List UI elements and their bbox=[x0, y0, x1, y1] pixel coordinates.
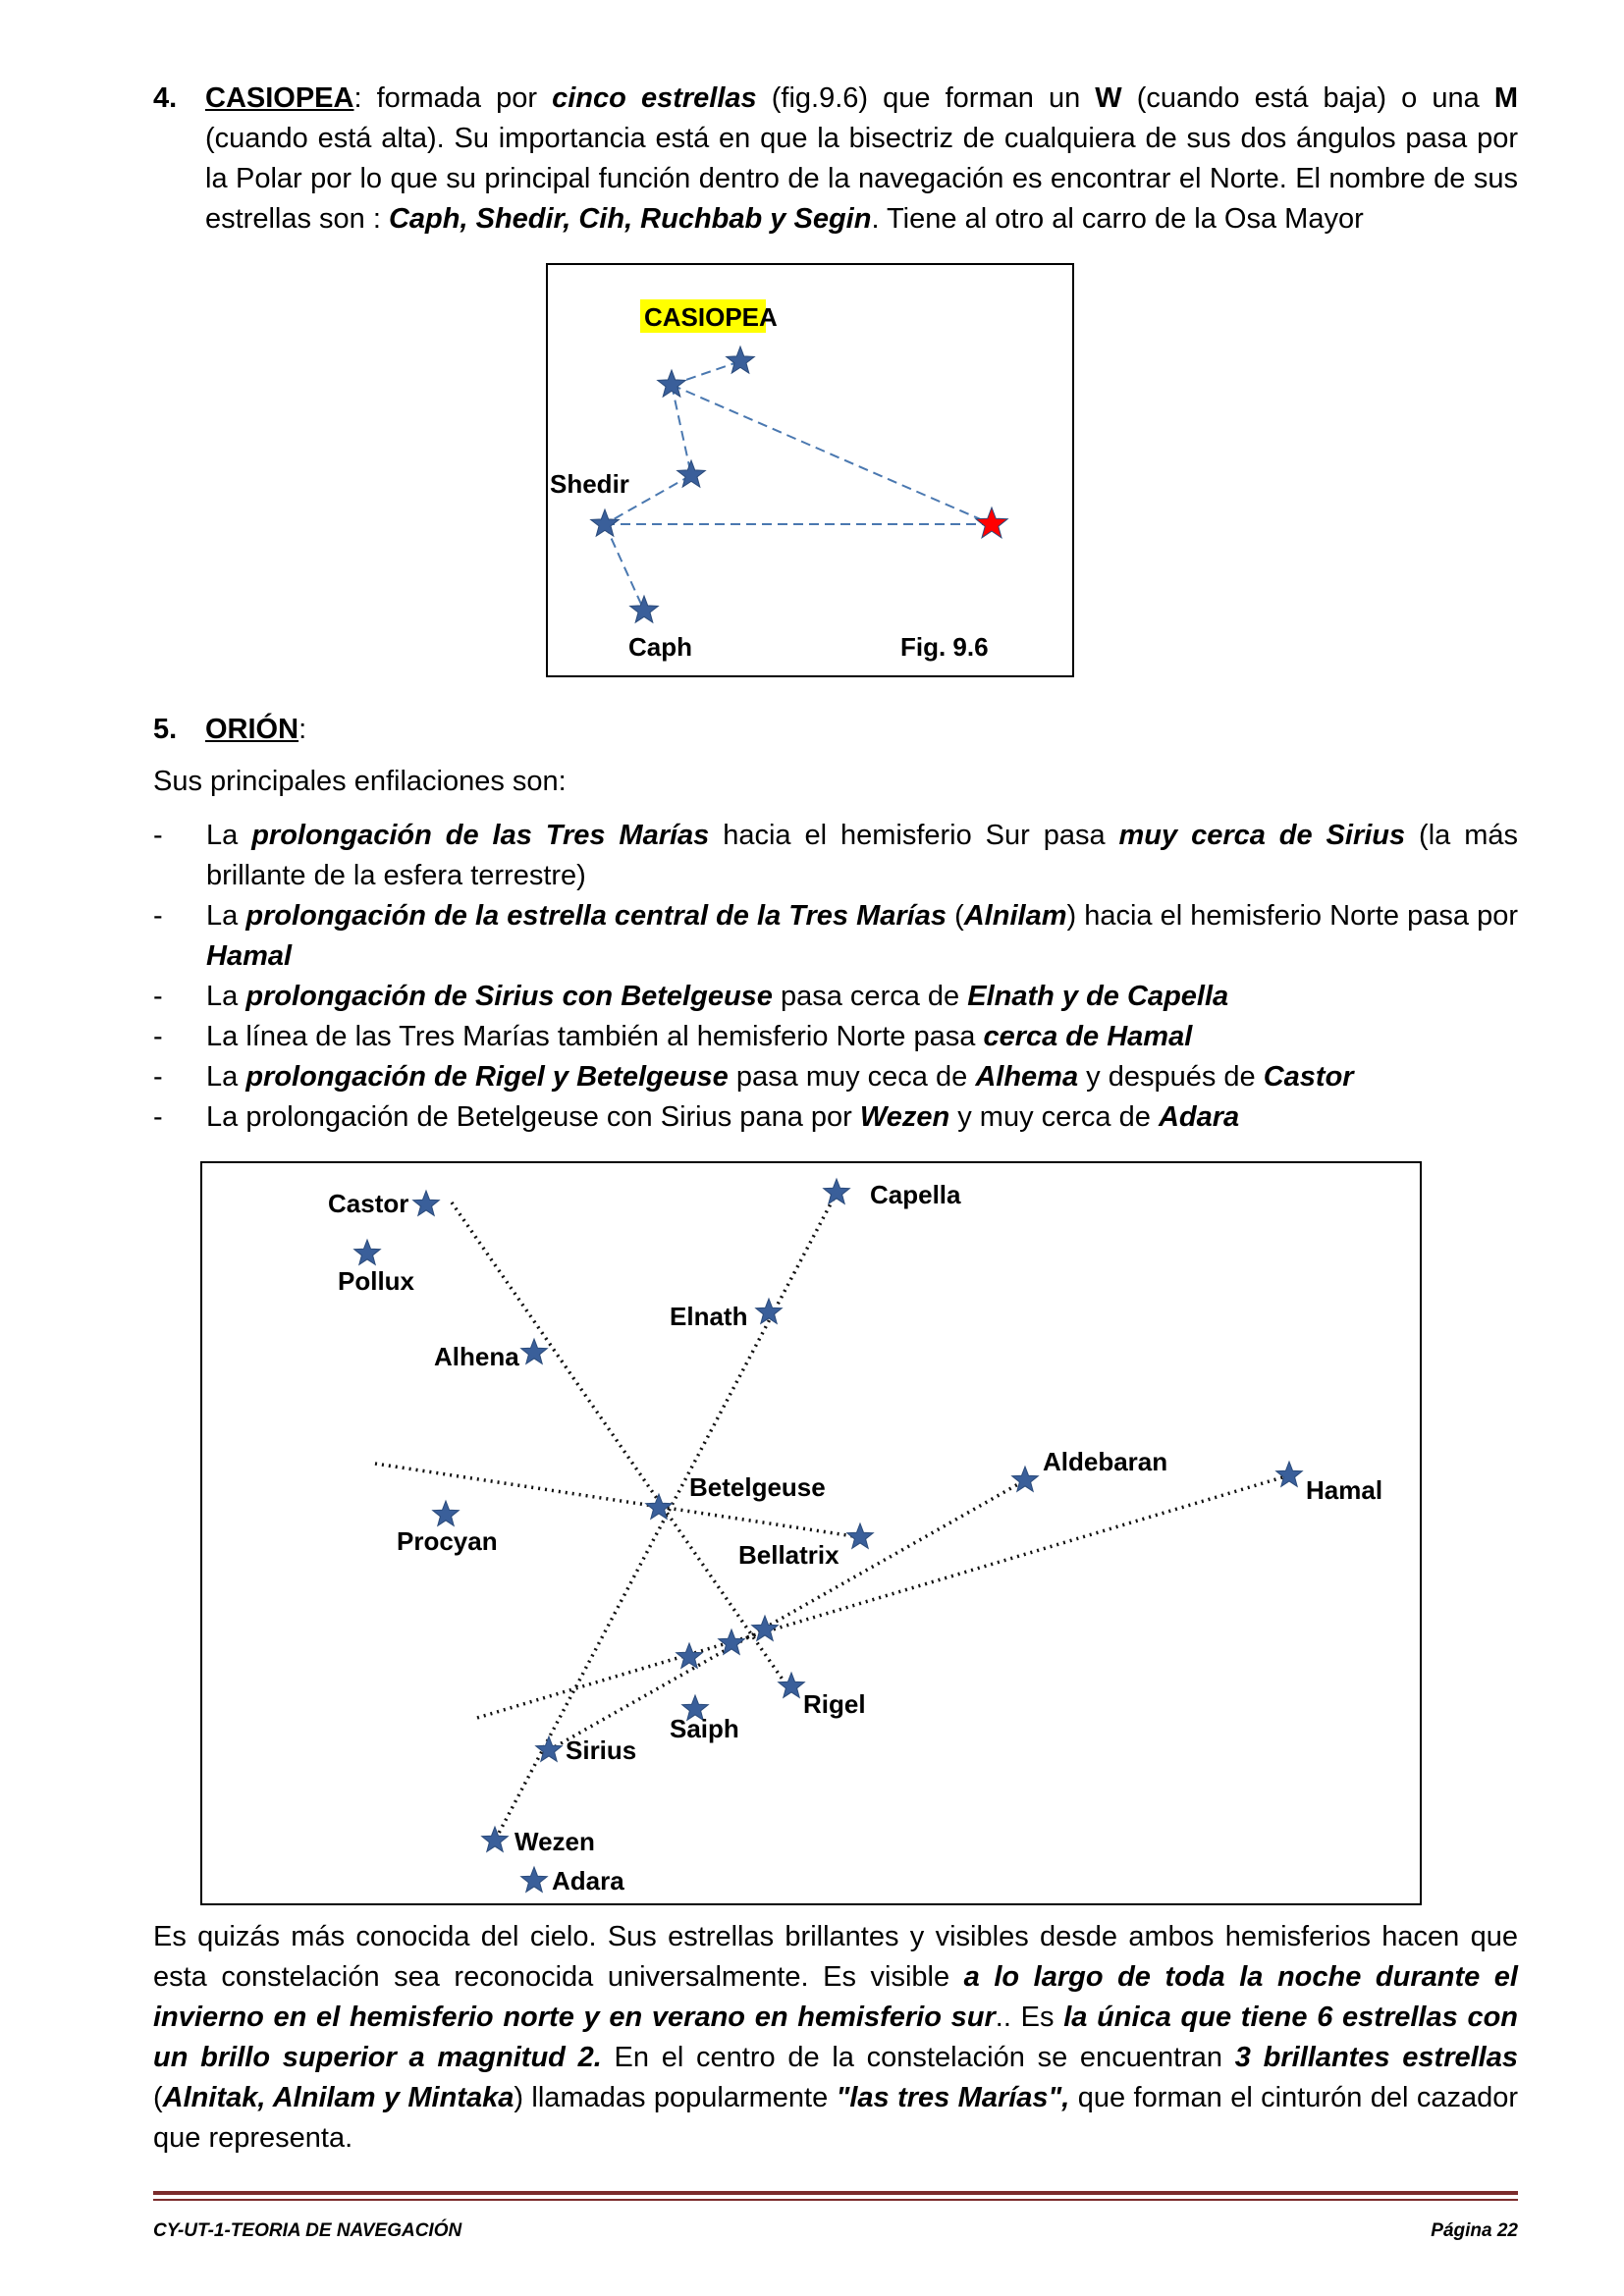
section-5-number: 5. bbox=[153, 714, 178, 745]
text-run: Adara bbox=[1158, 1101, 1240, 1133]
star-icon bbox=[1276, 1462, 1303, 1486]
star-icon bbox=[847, 1523, 874, 1548]
text-run: Wezen bbox=[859, 1101, 950, 1133]
list-item-text bbox=[206, 816, 1518, 896]
footer-rule bbox=[153, 2191, 1518, 2205]
text-run: cerca de Hamal bbox=[983, 1021, 1193, 1052]
text-run: Alnitak, Alnilam y Mintaka bbox=[162, 2082, 514, 2113]
list-item-text bbox=[206, 1017, 1518, 1057]
text-run: : formada por bbox=[353, 82, 553, 114]
text-run: La prolongación de Betelgeuse con Sirius pana por bbox=[206, 1101, 860, 1133]
label-caph: Caph bbox=[628, 632, 692, 662]
star-icon bbox=[591, 509, 620, 536]
label-alhena: Alhena bbox=[434, 1342, 519, 1371]
section-4-title: CASIOPEA bbox=[205, 82, 354, 114]
text-run: y después de bbox=[1078, 1061, 1264, 1093]
text-run: Elnath y de Capella bbox=[967, 981, 1229, 1012]
orion-lines bbox=[375, 1193, 1289, 1841]
casiopea-title: CASIOPEA bbox=[644, 302, 778, 332]
text-run: que forman el cinturón del cazador que representa. bbox=[153, 2082, 1518, 2154]
label-aldebaran: Aldebaran bbox=[1043, 1447, 1168, 1476]
casiopea-figure bbox=[546, 263, 1074, 677]
text-run: muy cerca de Sirius bbox=[1118, 820, 1406, 851]
casiopea-lines bbox=[605, 361, 992, 611]
star-icon bbox=[482, 1827, 509, 1851]
text-run: La bbox=[206, 981, 246, 1012]
orion-figure bbox=[200, 1161, 1422, 1905]
label-wezen: Wezen bbox=[514, 1827, 595, 1856]
figure-caption: Fig. 9.6 bbox=[900, 632, 989, 662]
text-run: (fig.9.6) que forman un bbox=[756, 82, 1096, 114]
text-run: .. Es bbox=[995, 2002, 1064, 2033]
section-5-intro: Sus principales enfilaciones son: bbox=[153, 766, 567, 797]
text-run: ( bbox=[946, 900, 964, 932]
label-rigel: Rigel bbox=[803, 1689, 866, 1719]
label-shedir: Shedir bbox=[550, 469, 629, 499]
star-icon bbox=[521, 1867, 548, 1892]
text-run: hacia el hemisferio Sur pasa bbox=[709, 820, 1119, 851]
text-run: y muy cerca de bbox=[949, 1101, 1159, 1133]
star-icon bbox=[677, 460, 706, 487]
text-run: prolongación de Rigel y Betelgeuse bbox=[245, 1061, 729, 1093]
list-dash: - bbox=[153, 981, 163, 1012]
text-run: 3 brillantes estrellas bbox=[1234, 2042, 1518, 2073]
text-run: prolongación de Sirius con Betelgeuse bbox=[245, 981, 773, 1012]
list-item-text bbox=[206, 1057, 1518, 1097]
list-dash: - bbox=[153, 820, 163, 851]
text-run: En el centro de la constelación se encuentran bbox=[601, 2042, 1235, 2073]
list-dash: - bbox=[153, 1101, 163, 1133]
star-icon bbox=[630, 596, 659, 622]
text-run: pasa cerca de bbox=[772, 981, 968, 1012]
text-run: La bbox=[206, 900, 246, 932]
text-run: Alhema bbox=[975, 1061, 1079, 1093]
label-adara: Adara bbox=[552, 1866, 624, 1896]
list-item-text bbox=[206, 896, 1518, 977]
list-dash: - bbox=[153, 900, 163, 932]
section-4-number: 4. bbox=[153, 82, 178, 114]
label-hamal: Hamal bbox=[1306, 1475, 1383, 1505]
text-run: . Tiene al otro al carro de la Osa Mayor bbox=[871, 203, 1364, 235]
text-run: (cuando está baja) o una bbox=[1121, 82, 1494, 114]
list-item-text bbox=[206, 977, 1518, 1017]
label-castor: Castor bbox=[328, 1189, 409, 1218]
text-run: M bbox=[1493, 82, 1518, 114]
label-pollux: Pollux bbox=[338, 1266, 415, 1296]
casiopea-line bbox=[672, 385, 691, 475]
orion-diagram bbox=[202, 1163, 1420, 1903]
text-run: prolongación de las Tres Marías bbox=[251, 820, 710, 851]
footer-left: CY-UT-1-TEORIA DE NAVEGACIÓN bbox=[153, 2220, 462, 2241]
polar-star-icon bbox=[976, 507, 1007, 538]
label-procyan: Procyan bbox=[397, 1526, 498, 1556]
section-5-colon: : bbox=[298, 714, 307, 745]
list-dash: - bbox=[153, 1021, 163, 1052]
text-run: prolongación de la estrella central de la Tres Marías bbox=[245, 900, 947, 932]
label-sirius: Sirius bbox=[566, 1735, 637, 1765]
star-icon bbox=[536, 1736, 563, 1761]
text-run: Caph, Shedir, Cih, Ruchbab y Segin bbox=[388, 203, 872, 235]
text-run: ( bbox=[153, 2082, 163, 2113]
text-run: Es quizás más conocida del cielo. Sus estrellas brillantes y visibles desde ambos hemisferios hacen que esta constelación sea reconocida universalmente. Es visible bbox=[153, 1921, 1518, 1993]
label-bellatrix: Bellatrix bbox=[738, 1540, 839, 1570]
closing-paragraph bbox=[153, 1917, 1518, 2159]
text-run: cinco estrellas bbox=[552, 82, 757, 114]
text-run: Hamal bbox=[206, 940, 293, 972]
casiopea-line bbox=[605, 524, 644, 611]
section-4-paragraph bbox=[205, 79, 1518, 240]
casiopea-line bbox=[672, 385, 992, 524]
star-icon bbox=[752, 1616, 779, 1640]
section-5-title: ORIÓN bbox=[205, 714, 299, 745]
alignment-line bbox=[549, 1480, 1025, 1750]
text-run: la única que tiene 6 estrellas con un brillo superior a magnitud 2. bbox=[153, 2002, 1519, 2073]
star-icon bbox=[658, 370, 686, 397]
casiopea-diagram bbox=[548, 265, 1072, 675]
text-run: (cuando está alta). Su importancia está en que la bisectriz de cualquiera de sus dos ángulos pasa por la Polar por lo que su principal función dentro de la navegación es encontrar el Norte. El nombre de sus estrellas son : bbox=[205, 123, 1518, 235]
alignment-line bbox=[477, 1475, 1289, 1718]
section-5-heading bbox=[205, 710, 306, 750]
casiopea-stars bbox=[591, 347, 1007, 622]
star-icon bbox=[1012, 1467, 1039, 1491]
text-run: W bbox=[1095, 82, 1122, 114]
footer-right: Página 22 bbox=[1431, 2220, 1518, 2241]
text-run: pasa muy ceca de bbox=[728, 1061, 976, 1093]
star-icon bbox=[727, 347, 755, 373]
list-item-text bbox=[206, 1097, 1518, 1138]
star-icon bbox=[433, 1501, 460, 1525]
text-run: (la más brillante de la esfera terrestre) bbox=[206, 820, 1518, 891]
label-betelgeuse: Betelgeuse bbox=[689, 1472, 826, 1502]
label-saiph: Saiph bbox=[670, 1714, 739, 1743]
text-run: ) llamadas popularmente bbox=[514, 2082, 837, 2113]
star-icon bbox=[354, 1240, 381, 1264]
text-run: ) hacia el hemisferio Norte pasa por bbox=[1066, 900, 1518, 932]
list-dash: - bbox=[153, 1061, 163, 1093]
text-run: "las tres Marías", bbox=[836, 2082, 1070, 2113]
text-run: La bbox=[206, 1061, 246, 1093]
star-icon bbox=[646, 1494, 673, 1519]
star-icon bbox=[824, 1179, 850, 1203]
label-elnath: Elnath bbox=[670, 1302, 748, 1331]
alignment-line bbox=[452, 1202, 789, 1689]
label-capella: Capella bbox=[870, 1180, 961, 1209]
text-run: La línea de las Tres Marías también al hemisferio Norte pasa bbox=[206, 1021, 984, 1052]
text-run: a lo largo de toda la noche durante el invierno en el hemisferio norte y en verano en hemisferio sur bbox=[153, 1961, 1518, 2033]
star-icon bbox=[413, 1191, 440, 1215]
text-run: Alnilam bbox=[963, 900, 1067, 932]
text-run: Castor bbox=[1263, 1061, 1354, 1093]
star-icon bbox=[521, 1339, 548, 1363]
text-run: La bbox=[206, 820, 252, 851]
